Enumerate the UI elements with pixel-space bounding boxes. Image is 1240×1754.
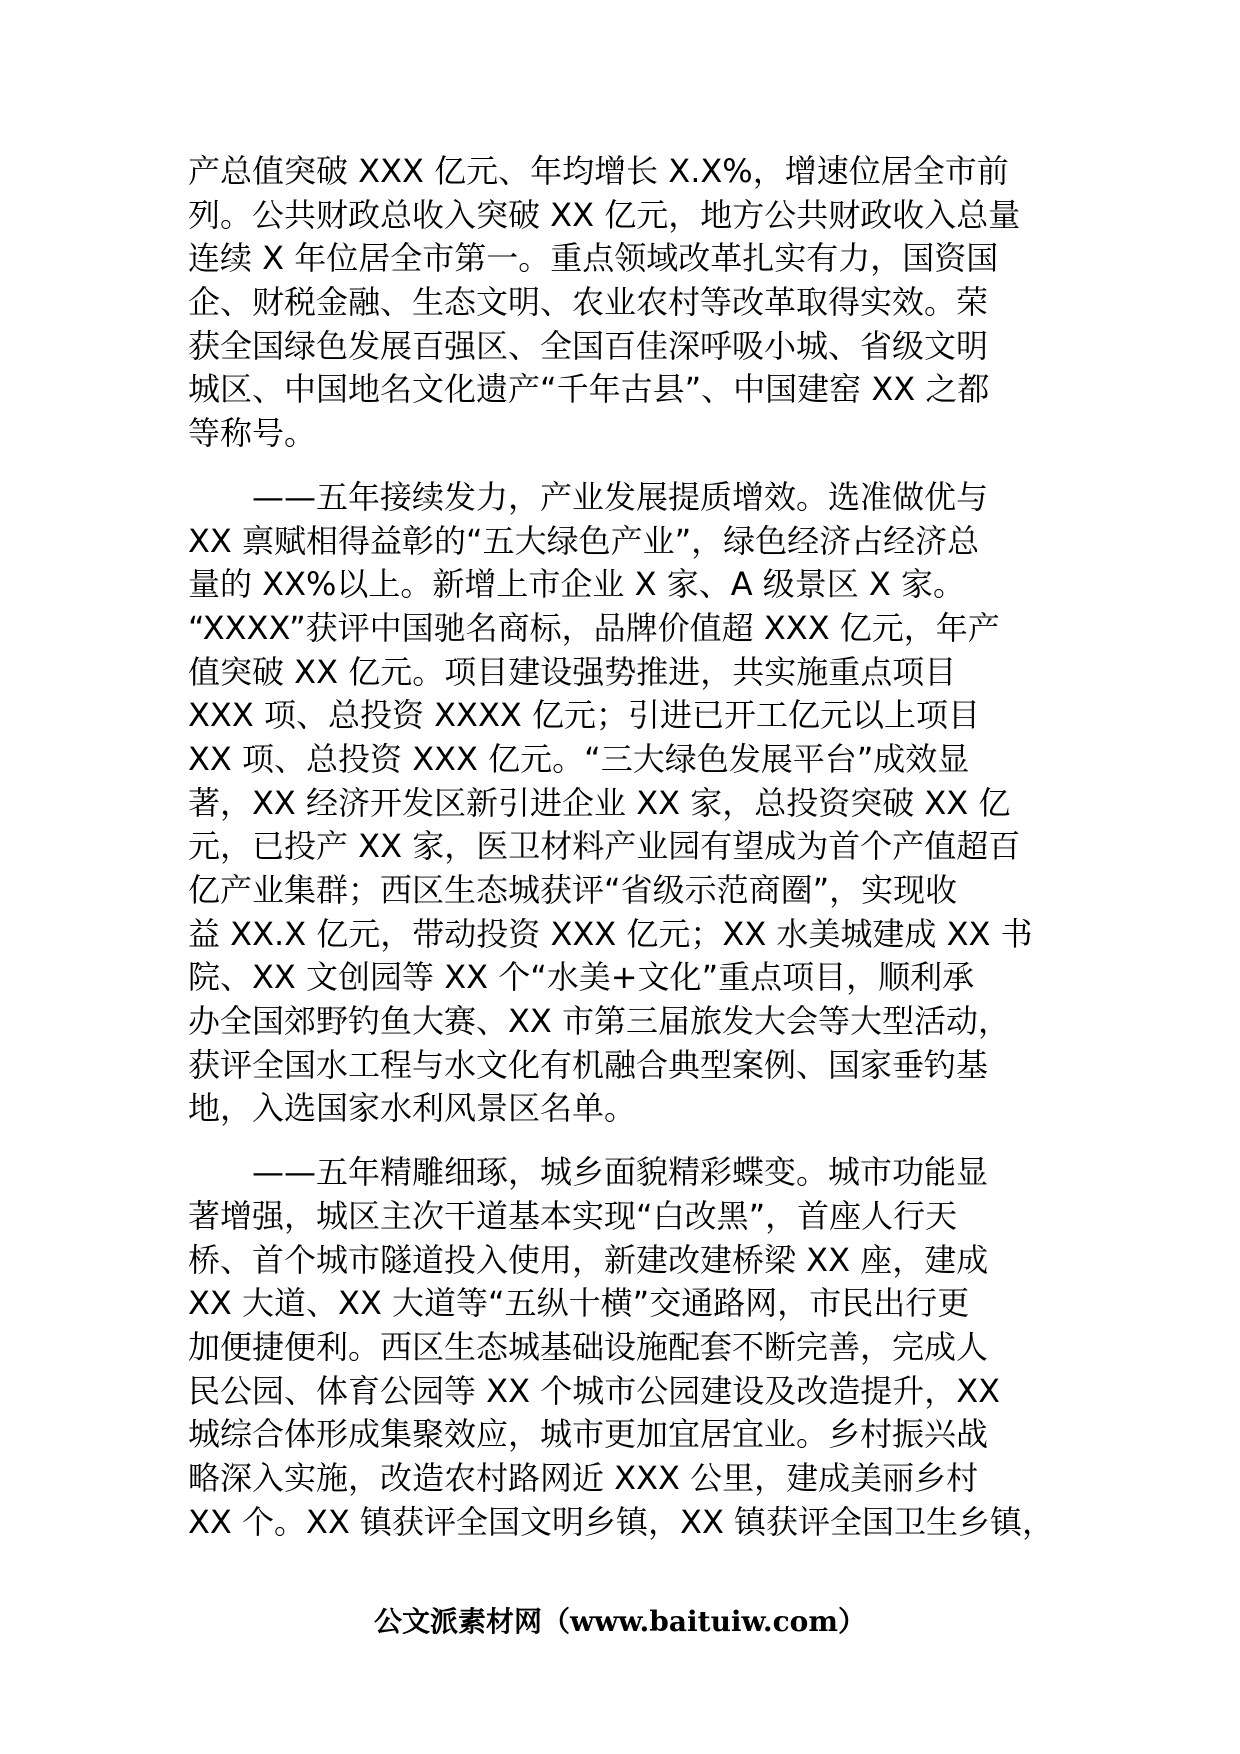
- text-line: 城综合体形成集聚效应，城市更加宜居宜业。乡村振兴战: [188, 1415, 989, 1454]
- text-line: 亿产业集群；西区生态城获评“省级示范商圈”，实现收: [188, 871, 958, 909]
- text-line: 著增强，城区主次干道基本实现“白改黑”，首座人行天: [188, 1196, 958, 1235]
- text-line: ——五年精雕细琢，城乡面貌精彩蝶变。城市功能显: [252, 1153, 989, 1192]
- text-line: “XXXX”获评中国驰名商标，品牌价值超 XXX 亿元，年产: [188, 608, 1000, 647]
- text-line: 元，已投产 XX 家，医卫材料产业园有望成为首个产值超百: [188, 827, 1021, 866]
- footer-watermark: 公文派素材网（www.baituiw.com）: [374, 1605, 866, 1638]
- text-line: 民公园、体育公园等 XX 个城市公园建设及改造提升，XX: [188, 1371, 1001, 1410]
- text-line: 值突破 XX 亿元。项目建设强势推进，共实施重点项目: [188, 652, 957, 691]
- text-line: 等称号。: [188, 414, 317, 453]
- document-body: [188, 150, 1068, 1544]
- text-line: 著，XX 经济开发区新引进企业 XX 家，总投资突破 XX 亿: [188, 783, 1011, 822]
- paragraph: [188, 1151, 1068, 1544]
- text-line: XX 项、总投资 XXX 亿元。“三大绿色发展平台”成效显: [188, 739, 970, 778]
- text-line: 院、XX 文创园等 XX 个“水美+文化”重点项目，顺利承: [188, 958, 975, 997]
- text-line: 获评全国水工程与水文化有机融合典型案例、国家垂钓基: [188, 1045, 989, 1084]
- text-line: ——五年接续发力，产业发展提质增效。选准做优与: [252, 477, 989, 516]
- text-line: 加便捷便利。西区生态城基础设施配套不断完善，完成人: [188, 1327, 989, 1366]
- text-line: 办全国郊野钓鱼大赛、XX 市第三届旅发大会等大型活动，: [188, 1002, 1011, 1041]
- text-line: 产总值突破 XXX 亿元、年均增长 X.X%，增速位居全市前: [188, 152, 1009, 190]
- text-line: XX 个。XX 镇获评全国文明乡镇，XX 镇获评全国卫生乡镇，: [188, 1502, 1055, 1541]
- text-line: 地，入选国家水利风景区名单。: [188, 1089, 637, 1128]
- text-line: 连续 X 年位居全市第一。重点领域改革扎实有力，国资国: [188, 239, 999, 278]
- text-line: XX 大道、XX 大道等“五纵十横”交通路网，市民出行更: [188, 1284, 970, 1323]
- text-line: 城区、中国地名文化遗产“千年古县”、中国建窑 XX 之都: [188, 370, 990, 409]
- text-line: 桥、首个城市隧道投入使用，新建改建桥梁 XX 座，建成: [188, 1240, 989, 1279]
- text-line: 量的 XX%以上。新增上市企业 X 家、A 级景区 X 家。: [188, 565, 966, 604]
- text-line: 益 XX.X 亿元，带动投资 XXX 亿元；XX 水美城建成 XX 书: [188, 914, 1033, 953]
- text-line: XXX 项、总投资 XXXX 亿元；引进已开工亿元以上项目: [188, 696, 980, 735]
- paragraph: [188, 476, 1068, 1131]
- text-line: 获全国绿色发展百强区、全国百佳深呼吸小城、省级文明: [188, 326, 989, 365]
- text-line: 企、财税金融、生态文明、农业农村等改革取得实效。荣: [188, 283, 989, 322]
- paragraph: [188, 150, 1068, 456]
- text-line: 略深入实施，改造农村路网近 XXX 公里，建成美丽乡村: [188, 1458, 979, 1497]
- text-line: XX 禀赋相得益彰的“五大绿色产业”，绿色经济占经济总: [188, 521, 980, 560]
- text-line: 列。公共财政总收入突破 XX 亿元，地方公共财政收入总量: [188, 195, 1021, 234]
